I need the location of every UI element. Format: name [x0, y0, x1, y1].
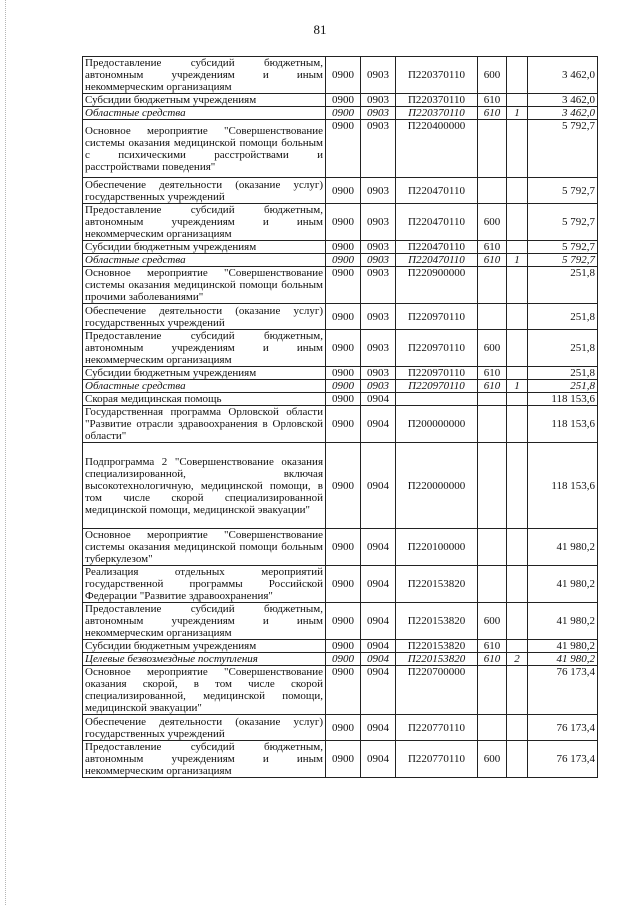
row-name: Субсидии бюджетным учреждениям [83, 241, 326, 254]
section-code: 0900 [326, 380, 361, 393]
table-row [83, 107, 598, 120]
expense-type-code [478, 393, 507, 406]
target-article-code: П220970110 [396, 380, 478, 393]
funding-source-code [507, 267, 528, 304]
row-name: Подпрограмма 2 "Совершенствование оказания специализированной, включая высокотехнологичную, медицинской помощи, в том числе скорой специализированной медицинской помощи, медицинской эвакуации" [83, 443, 326, 529]
amount: 251,8 [528, 367, 598, 380]
table-row [83, 254, 598, 267]
row-name: Предоставление субсидий бюджетным, автономным учреждениям и иным некоммерческим организациям [83, 330, 326, 367]
section-code: 0900 [326, 406, 361, 443]
amount: 41 980,2 [528, 653, 598, 666]
expense-type-code: 600 [478, 57, 507, 94]
subsection-code: 0903 [361, 204, 396, 241]
funding-source-code [507, 367, 528, 380]
amount: 118 153,6 [528, 443, 598, 529]
amount: 5 792,7 [528, 178, 598, 204]
expense-type-code: 600 [478, 741, 507, 778]
funding-source-code [507, 741, 528, 778]
section-code: 0900 [326, 566, 361, 603]
expense-type-code: 610 [478, 640, 507, 653]
target-article-code: П220400000 [396, 120, 478, 178]
expense-type-code: 600 [478, 603, 507, 640]
table-row [83, 653, 598, 666]
section-code: 0900 [326, 267, 361, 304]
table-row [83, 741, 598, 778]
target-article-code: П220470110 [396, 254, 478, 267]
target-article-code: П220370110 [396, 107, 478, 120]
budget-table [82, 56, 598, 778]
subsection-code: 0904 [361, 529, 396, 566]
subsection-code: 0903 [361, 178, 396, 204]
row-name: Основное мероприятие "Совершенствование оказания скорой, в том числе скорой специализированной, медицинской помощи, медицинской эвакуации" [83, 666, 326, 715]
section-code: 0900 [326, 94, 361, 107]
table-row [83, 393, 598, 406]
funding-source-code [507, 603, 528, 640]
target-article-code: П220470110 [396, 241, 478, 254]
table-row [83, 443, 598, 529]
funding-source-code [507, 330, 528, 367]
section-code: 0900 [326, 741, 361, 778]
section-code: 0900 [326, 178, 361, 204]
amount: 3 462,0 [528, 57, 598, 94]
row-name: Обеспечение деятельности (оказание услуг) государственных учреждений [83, 304, 326, 330]
section-code: 0900 [326, 393, 361, 406]
amount: 3 462,0 [528, 107, 598, 120]
expense-type-code [478, 178, 507, 204]
row-name: Субсидии бюджетным учреждениям [83, 640, 326, 653]
target-article-code: П220100000 [396, 529, 478, 566]
table-row [83, 204, 598, 241]
expense-type-code: 610 [478, 380, 507, 393]
funding-source-code [507, 640, 528, 653]
expense-type-code: 610 [478, 254, 507, 267]
amount: 118 153,6 [528, 406, 598, 443]
amount: 76 173,4 [528, 715, 598, 741]
table-row [83, 241, 598, 254]
target-article-code: П220153820 [396, 603, 478, 640]
expense-type-code: 610 [478, 107, 507, 120]
page-number: 81 [313, 22, 327, 37]
subsection-code: 0903 [361, 330, 396, 367]
amount: 251,8 [528, 267, 598, 304]
funding-source-code: 2 [507, 653, 528, 666]
table-row [83, 603, 598, 640]
target-article-code: П220370110 [396, 57, 478, 94]
subsection-code: 0903 [361, 94, 396, 107]
row-name: Основное мероприятие "Совершенствование системы оказания медицинской помощи больным туберкулезом" [83, 529, 326, 566]
funding-source-code [507, 178, 528, 204]
row-name: Областные средства [83, 254, 326, 267]
funding-source-code [507, 443, 528, 529]
subsection-code: 0903 [361, 107, 396, 120]
table-row [83, 267, 598, 304]
row-name: Скорая медицинская помощь [83, 393, 326, 406]
amount: 5 792,7 [528, 120, 598, 178]
row-name: Предоставление субсидий бюджетным, автономным учреждениям и иным некоммерческим организациям [83, 741, 326, 778]
section-code: 0900 [326, 204, 361, 241]
target-article-code: П220153820 [396, 653, 478, 666]
table-row [83, 57, 598, 94]
funding-source-code [507, 241, 528, 254]
funding-source-code [507, 406, 528, 443]
amount: 41 980,2 [528, 640, 598, 653]
subsection-code: 0904 [361, 715, 396, 741]
expense-type-code [478, 120, 507, 178]
amount: 3 462,0 [528, 94, 598, 107]
table-row [83, 94, 598, 107]
row-name: Государственная программа Орловской области "Развитие отрасли здравоохранения в Орловской области" [83, 406, 326, 443]
amount: 251,8 [528, 330, 598, 367]
target-article-code: П220153820 [396, 566, 478, 603]
expense-type-code [478, 443, 507, 529]
row-name: Субсидии бюджетным учреждениям [83, 94, 326, 107]
target-article-code: П200000000 [396, 406, 478, 443]
funding-source-code: 1 [507, 107, 528, 120]
table-row [83, 666, 598, 715]
section-code: 0900 [326, 715, 361, 741]
row-name: Предоставление субсидий бюджетным, автономным учреждениям и иным некоммерческим организациям [83, 603, 326, 640]
section-code: 0900 [326, 603, 361, 640]
section-code: 0900 [326, 120, 361, 178]
expense-type-code [478, 529, 507, 566]
section-code: 0900 [326, 330, 361, 367]
table-row [83, 120, 598, 178]
subsection-code: 0904 [361, 741, 396, 778]
section-code: 0900 [326, 529, 361, 566]
target-article-code: П220970110 [396, 330, 478, 367]
expense-type-code [478, 666, 507, 715]
row-name: Обеспечение деятельности (оказание услуг) государственных учреждений [83, 715, 326, 741]
subsection-code: 0904 [361, 566, 396, 603]
section-code: 0900 [326, 304, 361, 330]
expense-type-code: 610 [478, 94, 507, 107]
funding-source-code [507, 204, 528, 241]
table-row [83, 330, 598, 367]
subsection-code: 0903 [361, 304, 396, 330]
expense-type-code [478, 406, 507, 443]
expense-type-code: 610 [478, 653, 507, 666]
target-article-code: П220470110 [396, 178, 478, 204]
table-row [83, 566, 598, 603]
section-code: 0900 [326, 653, 361, 666]
expense-type-code: 600 [478, 204, 507, 241]
table-row [83, 406, 598, 443]
table-row [83, 529, 598, 566]
subsection-code: 0903 [361, 120, 396, 178]
subsection-code: 0903 [361, 57, 396, 94]
target-article-code: П220153820 [396, 640, 478, 653]
amount: 251,8 [528, 380, 598, 393]
subsection-code: 0904 [361, 603, 396, 640]
section-code: 0900 [326, 254, 361, 267]
target-article-code: П220370110 [396, 94, 478, 107]
section-code: 0900 [326, 367, 361, 380]
amount: 251,8 [528, 304, 598, 330]
target-article-code: П220770110 [396, 715, 478, 741]
funding-source-code [507, 120, 528, 178]
funding-source-code [507, 57, 528, 94]
target-article-code: П220000000 [396, 443, 478, 529]
expense-type-code: 610 [478, 241, 507, 254]
subsection-code: 0904 [361, 640, 396, 653]
funding-source-code: 1 [507, 380, 528, 393]
amount: 76 173,4 [528, 741, 598, 778]
subsection-code: 0904 [361, 653, 396, 666]
expense-type-code [478, 267, 507, 304]
amount: 5 792,7 [528, 241, 598, 254]
subsection-code: 0904 [361, 443, 396, 529]
amount: 41 980,2 [528, 603, 598, 640]
funding-source-code [507, 304, 528, 330]
expense-type-code [478, 304, 507, 330]
subsection-code: 0903 [361, 267, 396, 304]
section-code: 0900 [326, 241, 361, 254]
table-row [83, 380, 598, 393]
subsection-code: 0903 [361, 367, 396, 380]
amount: 118 153,6 [528, 393, 598, 406]
amount: 41 980,2 [528, 566, 598, 603]
target-article-code: П220970110 [396, 304, 478, 330]
funding-source-code [507, 94, 528, 107]
target-article-code: П220970110 [396, 367, 478, 380]
table-row [83, 640, 598, 653]
row-name: Реализация отдельных мероприятий государственной программы Российской Федерации "Развитие здравоохранения" [83, 566, 326, 603]
row-name: Предоставление субсидий бюджетным, автономным учреждениям и иным некоммерческим организациям [83, 57, 326, 94]
row-name: Субсидии бюджетным учреждениям [83, 367, 326, 380]
subsection-code: 0904 [361, 393, 396, 406]
section-code: 0900 [326, 107, 361, 120]
subsection-code: 0903 [361, 241, 396, 254]
expense-type-code [478, 715, 507, 741]
table-row [83, 304, 598, 330]
budget-table-body [83, 57, 598, 778]
section-code: 0900 [326, 57, 361, 94]
subsection-code: 0904 [361, 666, 396, 715]
target-article-code [396, 393, 478, 406]
funding-source-code [507, 529, 528, 566]
section-code: 0900 [326, 443, 361, 529]
funding-source-code [507, 666, 528, 715]
target-article-code: П220700000 [396, 666, 478, 715]
funding-source-code [507, 393, 528, 406]
amount: 5 792,7 [528, 204, 598, 241]
scan-edge-line [5, 0, 7, 905]
row-name: Обеспечение деятельности (оказание услуг) государственных учреждений [83, 178, 326, 204]
row-name: Областные средства [83, 107, 326, 120]
target-article-code: П220770110 [396, 741, 478, 778]
amount: 76 173,4 [528, 666, 598, 715]
subsection-code: 0903 [361, 380, 396, 393]
funding-source-code: 1 [507, 254, 528, 267]
funding-source-code [507, 566, 528, 603]
target-article-code: П220900000 [396, 267, 478, 304]
expense-type-code: 610 [478, 367, 507, 380]
section-code: 0900 [326, 640, 361, 653]
section-code: 0900 [326, 666, 361, 715]
subsection-code: 0903 [361, 254, 396, 267]
funding-source-code [507, 715, 528, 741]
table-row [83, 715, 598, 741]
amount: 5 792,7 [528, 254, 598, 267]
row-name: Предоставление субсидий бюджетным, автономным учреждениям и иным некоммерческим организациям [83, 204, 326, 241]
target-article-code: П220470110 [396, 204, 478, 241]
table-row [83, 178, 598, 204]
amount: 41 980,2 [528, 529, 598, 566]
row-name: Целевые безвозмездные поступления [83, 653, 326, 666]
expense-type-code: 600 [478, 330, 507, 367]
row-name: Областные средства [83, 380, 326, 393]
row-name: Основное мероприятие "Совершенствование системы оказания медицинской помощи больным с психическими расстройствами и расстройствами поведения" [83, 120, 326, 178]
expense-type-code [478, 566, 507, 603]
table-row [83, 367, 598, 380]
row-name: Основное мероприятие "Совершенствование системы оказания медицинской помощи больным прочими заболеваниями" [83, 267, 326, 304]
subsection-code: 0904 [361, 406, 396, 443]
